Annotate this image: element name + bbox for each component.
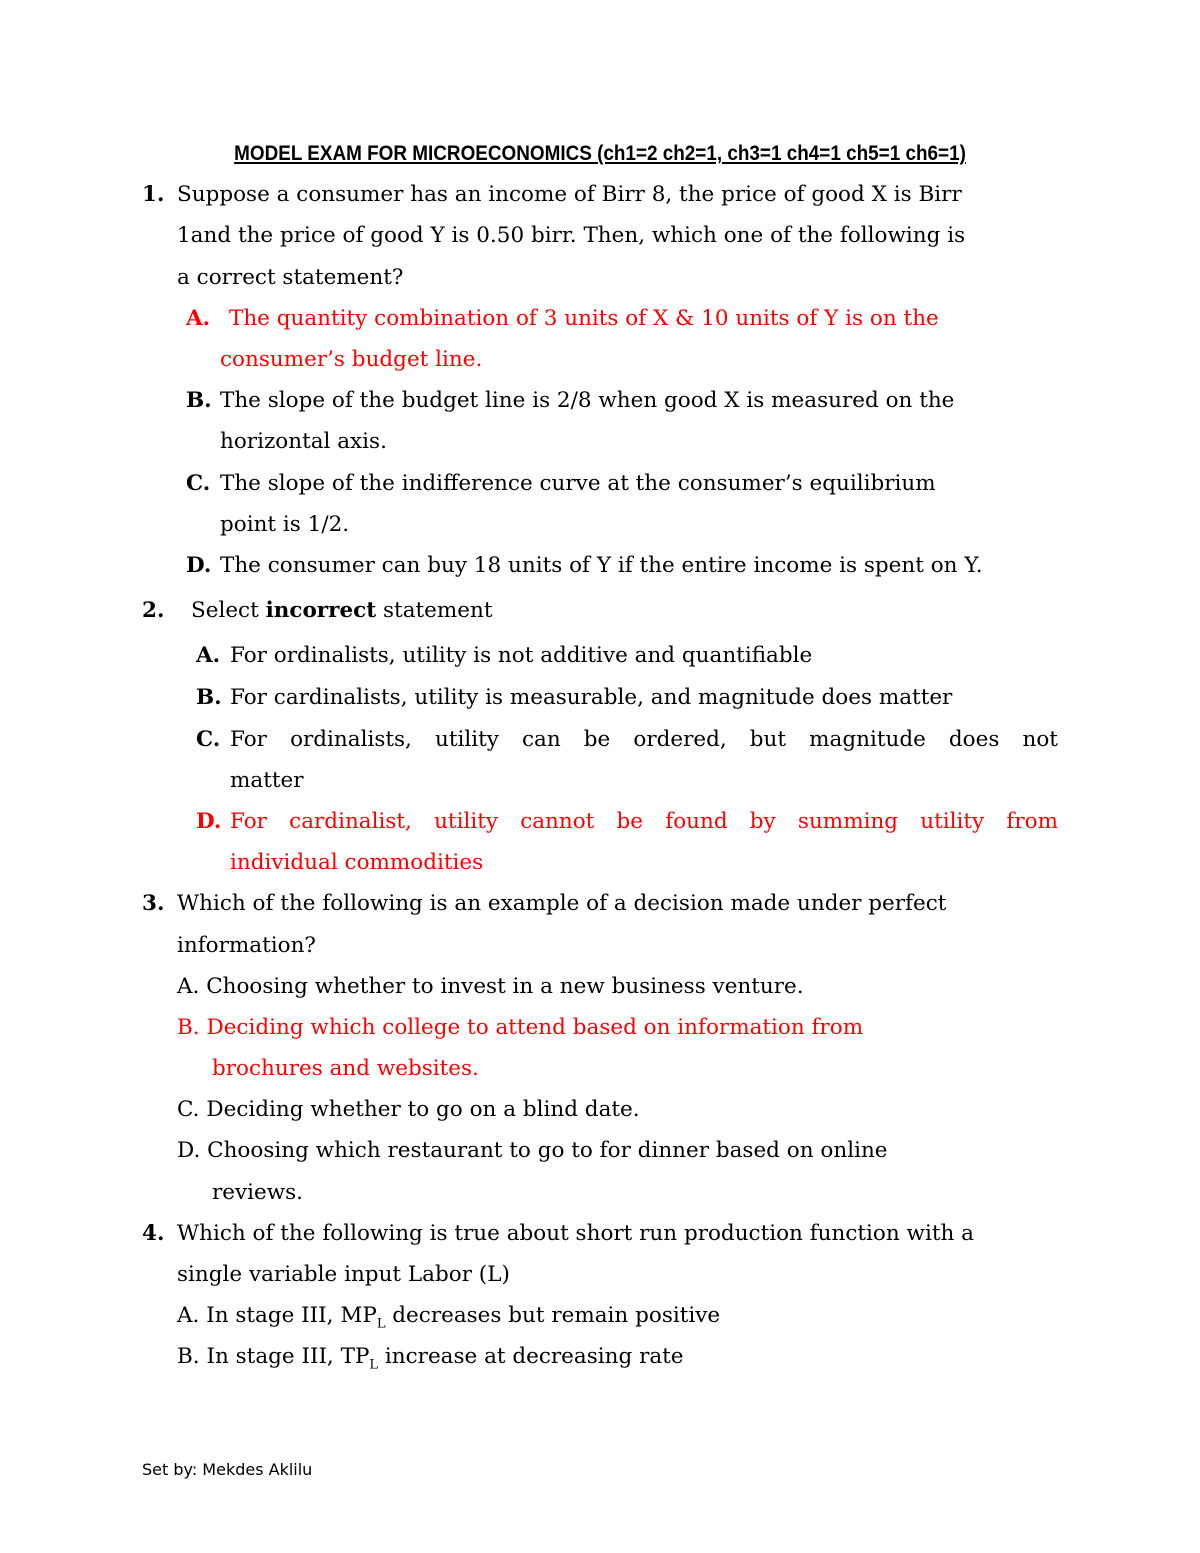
word: from	[1006, 809, 1058, 834]
question-2-stem-pre: Select	[191, 598, 259, 623]
option-a-text-end: decreases but remain positive	[385, 1303, 721, 1328]
footer-author: Set by: Mekdes Aklilu	[142, 1460, 313, 1479]
question-1-stem-line-1: Suppose a consumer has an income of Birr 8, the price of good X is Birr	[177, 182, 962, 207]
word: by	[749, 809, 776, 834]
word: ordered,	[633, 727, 727, 752]
question-2-stem	[191, 596, 492, 626]
question-1-option-d-letter: D.	[186, 553, 212, 578]
word: For	[230, 809, 267, 834]
question-3-option-b-line-1: B. Deciding which college to attend based on information from	[177, 1015, 864, 1040]
question-1-stem-line-3: a correct statement?	[177, 265, 404, 290]
question-2-option-d-line-2: individual commodities	[230, 850, 484, 875]
word: found	[665, 809, 728, 834]
question-3-stem-line-2: information?	[177, 933, 316, 958]
question-1-option-b-letter: B.	[186, 388, 212, 413]
word: but	[749, 727, 787, 752]
question-3-option-c: C. Deciding whether to go on a blind date.	[177, 1097, 640, 1122]
question-4-option-b	[177, 1342, 684, 1380]
question-4-number: 4.	[142, 1221, 165, 1246]
word: For	[230, 727, 267, 752]
question-3-option-a: A. Choosing whether to invest in a new business venture.	[177, 974, 804, 999]
option-b-text: B. In stage III, TP	[177, 1344, 370, 1369]
question-1-option-c-letter: C.	[186, 471, 211, 496]
question-2-option-c-line-2: matter	[230, 768, 304, 793]
option-a-text: A. In stage III, MP	[177, 1303, 377, 1328]
word: magnitude	[809, 727, 926, 752]
question-1-option-a-line-2: consumer’s budget line.	[220, 347, 483, 372]
word: summing	[797, 809, 899, 834]
question-3-stem-line-1: Which of the following is an example of a decision made under perfect	[177, 891, 947, 916]
question-1-option-a-line-1: The quantity combination of 3 units of X & 10 units of Y is on the	[229, 306, 939, 331]
question-2-option-b-letter: B.	[196, 685, 222, 710]
question-1-option-b-line-2: horizontal axis.	[220, 429, 387, 454]
question-2-option-d-line-1	[230, 807, 1058, 837]
question-1-option-a-letter: A.	[186, 306, 211, 331]
subscript: L	[369, 1357, 379, 1373]
question-2-option-c-letter: C.	[196, 727, 221, 752]
word: cannot	[520, 809, 595, 834]
question-2-option-c-line-1	[230, 725, 1058, 755]
page-title: MODEL EXAM FOR MICROECONOMICS (ch1=2 ch2=1, ch3=1 ch4=1 ch5=1 ch6=1)	[234, 142, 966, 165]
question-2-stem-emphasis: incorrect	[265, 598, 377, 623]
word: cardinalist,	[289, 809, 412, 834]
question-1-number: 1.	[142, 182, 165, 207]
question-1-stem-line-2: 1and the price of good Y is 0.50 birr. Then, which one of the following is	[177, 223, 966, 248]
option-b-text-end: increase at decreasing rate	[378, 1344, 684, 1369]
question-2-option-a-line-1: For ordinalists, utility is not additive and quantifiable	[230, 643, 813, 668]
question-4-stem-line-2: single variable input Labor (L)	[177, 1262, 510, 1287]
question-2-option-b-line-1: For cardinalists, utility is measurable, and magnitude does matter	[230, 685, 953, 710]
question-4-stem-line-1: Which of the following is true about short run production function with a	[177, 1221, 974, 1246]
question-1-option-b-line-1: The slope of the budget line is 2/8 when good X is measured on the	[220, 388, 955, 413]
word: ordinalists,	[290, 727, 412, 752]
word: utility	[434, 809, 498, 834]
question-4-option-a	[177, 1301, 720, 1339]
question-1-option-c-line-1: The slope of the indifference curve at the consumer’s equilibrium	[220, 471, 936, 496]
word: not	[1022, 727, 1058, 752]
question-3-option-d-line-1: D. Choosing which restaurant to go to for dinner based on online	[177, 1138, 888, 1163]
word: does	[948, 727, 1000, 752]
question-1-option-c-line-2: point is 1/2.	[220, 512, 350, 537]
question-2-option-d-letter: D.	[196, 809, 222, 834]
question-1-option-d-line-1: The consumer can buy 18 units of Y if the entire income is spent on Y.	[220, 553, 983, 578]
question-2-stem-post: statement	[383, 598, 493, 623]
question-3-option-d-line-2: reviews.	[212, 1180, 304, 1205]
word: can	[521, 727, 561, 752]
question-3-number: 3.	[142, 891, 165, 916]
word: be	[583, 727, 611, 752]
word: utility	[434, 727, 499, 752]
question-2-number: 2.	[142, 598, 165, 623]
word: utility	[920, 809, 985, 834]
question-2-option-a-letter: A.	[196, 643, 221, 668]
question-3-option-b-line-2: brochures and websites.	[212, 1056, 479, 1081]
subscript: L	[376, 1316, 386, 1332]
word: be	[616, 809, 644, 834]
